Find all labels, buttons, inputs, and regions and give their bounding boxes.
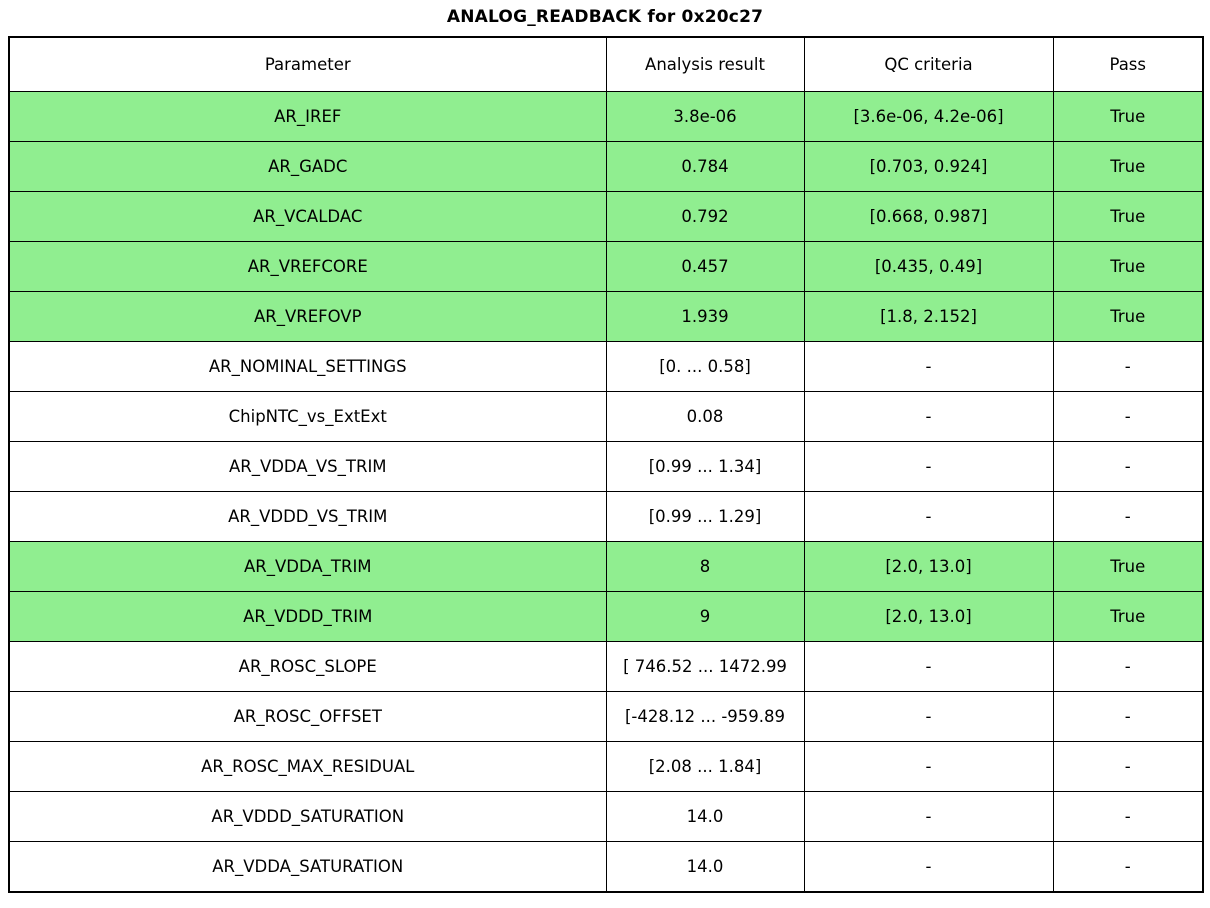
table-body <box>9 92 1203 893</box>
cell-qc-criteria: [3.6e-06, 4.2e-06] <box>804 92 1053 142</box>
cell-parameter: AR_VCALDAC <box>9 192 606 242</box>
column-header-pass: Pass <box>1053 37 1203 92</box>
cell-qc-criteria: - <box>804 392 1053 442</box>
table-row <box>9 792 1203 842</box>
table-row <box>9 592 1203 642</box>
cell-analysis-result: [0. ... 0.58] <box>606 342 804 392</box>
cell-analysis-result: [0.99 ... 1.29] <box>606 492 804 542</box>
cell-analysis-result: 0.784 <box>606 142 804 192</box>
column-header-parameter: Parameter <box>9 37 606 92</box>
cell-analysis-result: 1.939 <box>606 292 804 342</box>
cell-parameter: AR_ROSC_OFFSET <box>9 692 606 742</box>
table-row <box>9 642 1203 692</box>
cell-pass: True <box>1053 92 1203 142</box>
table-row <box>9 542 1203 592</box>
table-header <box>9 37 1203 92</box>
cell-qc-criteria: - <box>804 342 1053 392</box>
cell-qc-criteria: - <box>804 492 1053 542</box>
cell-parameter: AR_NOMINAL_SETTINGS <box>9 342 606 392</box>
table-header-row <box>9 37 1203 92</box>
cell-parameter: AR_ROSC_MAX_RESIDUAL <box>9 742 606 792</box>
cell-analysis-result: 14.0 <box>606 842 804 893</box>
cell-analysis-result: 0.457 <box>606 242 804 292</box>
cell-pass: True <box>1053 542 1203 592</box>
table-row <box>9 442 1203 492</box>
cell-qc-criteria: - <box>804 642 1053 692</box>
table-row <box>9 692 1203 742</box>
cell-qc-criteria: - <box>804 442 1053 492</box>
table-row <box>9 492 1203 542</box>
cell-pass: True <box>1053 592 1203 642</box>
cell-analysis-result: 9 <box>606 592 804 642</box>
cell-analysis-result: 0.08 <box>606 392 804 442</box>
cell-pass: - <box>1053 842 1203 893</box>
column-header-qc-criteria: QC criteria <box>804 37 1053 92</box>
table-row <box>9 142 1203 192</box>
table-row <box>9 742 1203 792</box>
cell-qc-criteria: [2.0, 13.0] <box>804 542 1053 592</box>
cell-pass: True <box>1053 242 1203 292</box>
column-header-analysis-result: Analysis result <box>606 37 804 92</box>
qc-results-table <box>8 36 1204 893</box>
cell-qc-criteria: [0.668, 0.987] <box>804 192 1053 242</box>
cell-pass: - <box>1053 392 1203 442</box>
cell-qc-criteria: - <box>804 742 1053 792</box>
cell-parameter: AR_VREFCORE <box>9 242 606 292</box>
table-row <box>9 342 1203 392</box>
cell-parameter: AR_ROSC_SLOPE <box>9 642 606 692</box>
cell-qc-criteria: - <box>804 842 1053 893</box>
cell-pass: - <box>1053 492 1203 542</box>
cell-parameter: AR_VDDA_VS_TRIM <box>9 442 606 492</box>
table-row <box>9 92 1203 142</box>
table-row <box>9 842 1203 893</box>
cell-analysis-result: 3.8e-06 <box>606 92 804 142</box>
cell-parameter: AR_VDDA_TRIM <box>9 542 606 592</box>
cell-pass: True <box>1053 292 1203 342</box>
cell-analysis-result: [ 746.52 ... 1472.99 <box>606 642 804 692</box>
page-title: ANALOG_READBACK for 0x20c27 <box>446 7 764 27</box>
cell-qc-criteria: [1.8, 2.152] <box>804 292 1053 342</box>
table-row <box>9 292 1203 342</box>
cell-pass: - <box>1053 342 1203 392</box>
cell-qc-criteria: [0.703, 0.924] <box>804 142 1053 192</box>
cell-qc-criteria: [2.0, 13.0] <box>804 592 1053 642</box>
cell-pass: - <box>1053 792 1203 842</box>
cell-pass: - <box>1053 692 1203 742</box>
cell-parameter: AR_GADC <box>9 142 606 192</box>
cell-pass: True <box>1053 192 1203 242</box>
cell-parameter: AR_VDDA_SATURATION <box>9 842 606 893</box>
cell-qc-criteria: - <box>804 692 1053 742</box>
cell-analysis-result: [2.08 ... 1.84] <box>606 742 804 792</box>
cell-pass: - <box>1053 442 1203 492</box>
cell-parameter: AR_VREFOVP <box>9 292 606 342</box>
cell-qc-criteria: [0.435, 0.49] <box>804 242 1053 292</box>
cell-analysis-result: 14.0 <box>606 792 804 842</box>
cell-analysis-result: 8 <box>606 542 804 592</box>
table-row <box>9 242 1203 292</box>
cell-analysis-result: 0.792 <box>606 192 804 242</box>
table-row <box>9 192 1203 242</box>
cell-parameter: ChipNTC_vs_ExtExt <box>9 392 606 442</box>
cell-parameter: AR_VDDD_SATURATION <box>9 792 606 842</box>
cell-pass: True <box>1053 142 1203 192</box>
table-container <box>0 36 1210 893</box>
cell-pass: - <box>1053 742 1203 792</box>
cell-analysis-result: [0.99 ... 1.34] <box>606 442 804 492</box>
cell-qc-criteria: - <box>804 792 1053 842</box>
cell-pass: - <box>1053 642 1203 692</box>
cell-parameter: AR_VDDD_TRIM <box>9 592 606 642</box>
table-row <box>9 392 1203 442</box>
cell-analysis-result: [-428.12 ... -959.89 <box>606 692 804 742</box>
cell-parameter: AR_VDDD_VS_TRIM <box>9 492 606 542</box>
cell-parameter: AR_IREF <box>9 92 606 142</box>
